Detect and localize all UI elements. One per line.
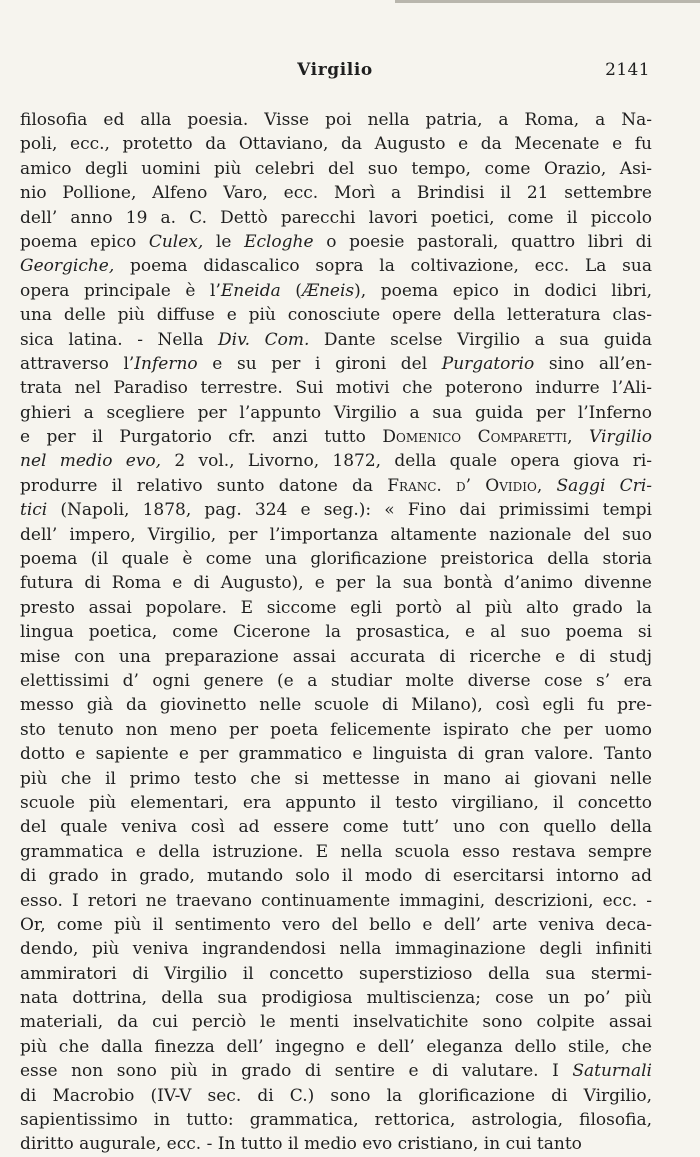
line-text: opera principale è l’ — [20, 280, 221, 301]
page-header — [20, 60, 650, 86]
line-text: poema epico — [20, 231, 149, 252]
italic-text: Div. Com. — [218, 329, 310, 350]
text-line — [20, 108, 652, 132]
line-text: nata dottrina, della sua prodigiosa multiscienza; cose un po’ più — [20, 988, 652, 1009]
text-line — [20, 742, 652, 766]
line-text: esso. I retori ne traevano continuamente immagini, descrizioni, ecc. - — [20, 890, 652, 911]
text-line — [20, 376, 652, 400]
line-text: di grado in grado, mutando solo il modo di esercitarsi intorno ad — [20, 866, 652, 887]
line-text — [542, 476, 556, 496]
line-text: ghieri a scegliere per l’appunto Virgilio a sua guida per l’Inferno — [20, 402, 652, 423]
text-line — [20, 864, 652, 888]
text-line — [20, 815, 652, 839]
text-line — [20, 1010, 652, 1034]
text-line — [20, 498, 652, 522]
line-text: dell’ impero, Virgilio, per l’importanza altamente nazionale del suo — [20, 524, 652, 545]
body-text — [20, 108, 652, 1157]
text-line — [20, 279, 652, 303]
text-line — [20, 767, 652, 791]
text-line — [20, 449, 652, 473]
line-text: nio Pollione, Alfeno Varo, ecc. Morì a Brindisi il 21 settembre — [20, 183, 652, 204]
line-text: sica latina. - Nella — [20, 329, 219, 350]
line-text: più che dalla finezza dell’ ingegno e dell’ eleganza dello stile, che — [20, 1036, 652, 1057]
text-line — [20, 303, 652, 327]
running-title: Virgilio — [297, 60, 373, 80]
line-text: sapientissimo in tutto: grammatica, rettorica, astrologia, filosofia, — [20, 1110, 652, 1131]
line-text: trata nel Paradiso terrestre. Sui motivi che poterono indurre l’Ali- — [20, 378, 652, 399]
line-text: lingua poetica, come Cicerone la prosastica, e al suo poema si — [20, 622, 652, 643]
text-line — [20, 693, 652, 717]
line-text: produrre il relativo sunto datone da — [20, 475, 388, 496]
line-text: o poesie pastorali, quattro libri di — [313, 231, 652, 252]
line-text: Dante scelse Virgilio a sua guida — [309, 329, 652, 350]
line-text: e per il Purgatorio cfr. anzi tutto — [20, 427, 383, 448]
text-line — [20, 791, 652, 815]
line-text: messo già da giovinetto nelle scuole di Milano), così egli fu pre- — [20, 695, 652, 716]
line-text: sino all’en- — [534, 353, 652, 374]
line-text: elettissimi d’ ogni genere (e a studiar molte diverse cose s’ era — [20, 670, 652, 691]
text-line — [20, 937, 652, 961]
italic-text: Æneis — [301, 280, 355, 301]
italic-text: nel medio evo, — [20, 451, 162, 472]
italic-text: Inferno — [134, 353, 198, 374]
line-text: sto tenuto non meno per poeta felicemente ispirato che per uomo — [20, 719, 652, 740]
text-line — [20, 986, 652, 1010]
italic-text: tici — [20, 500, 48, 521]
text-line — [20, 1059, 652, 1083]
text-line — [20, 840, 652, 864]
text-line — [20, 913, 652, 937]
text-line — [20, 1035, 652, 1059]
text-line — [20, 571, 652, 595]
italic-text: Culex, — [148, 231, 204, 252]
italic-text: Saturnali — [572, 1061, 652, 1082]
text-line — [20, 523, 652, 547]
text-line — [20, 328, 652, 352]
text-line — [20, 181, 652, 205]
page-number: 2141 — [605, 60, 650, 80]
line-text: del quale veniva così ad essere come tutt’ uno con quello della — [20, 817, 652, 838]
line-text: ), poema epico in dodici libri, — [354, 280, 652, 301]
text-line — [20, 962, 652, 986]
line-text: ( — [280, 280, 302, 301]
text-line — [20, 1084, 652, 1108]
line-text: ammiratori di Virgilio il concetto superstizioso della sua stermi- — [20, 963, 652, 984]
line-text: scuole più elementari, era appunto il testo virgiliano, il concetto — [20, 792, 652, 813]
text-line — [20, 596, 652, 620]
text-line — [20, 645, 652, 669]
line-text: poema didascalico sopra la coltivazione, ecc. La sua — [114, 256, 652, 277]
text-line — [20, 425, 652, 449]
line-text: materiali, da cui perciò le menti inselvatichite sono colpite assai — [20, 1012, 652, 1033]
text-line — [20, 230, 652, 254]
line-text: e su per i gironi del — [197, 353, 442, 374]
line-text: una delle più diffuse e più conosciute opere della letteratura clas- — [20, 305, 652, 326]
line-text: mise con una preparazione assai accurata di ricerche e di studj — [20, 646, 652, 667]
text-line — [20, 718, 652, 742]
text-line — [20, 547, 652, 571]
italic-text: Georgiche, — [20, 256, 115, 277]
line-text: 2 vol., Livorno, 1872, della quale opera giova ri- — [161, 451, 652, 472]
line-text: più che il primo testo che si mettesse in mano ai giovani nelle — [20, 768, 652, 789]
text-line — [20, 474, 652, 498]
line-text: attraverso l’ — [20, 353, 135, 374]
line-text: dotto e sapiente e per grammatico e linguista di gran valore. Tanto — [20, 744, 652, 765]
italic-text: Eneida — [220, 280, 281, 301]
line-text: amico degli uomini più celebri del suo tempo, come Orazio, Asi- — [20, 158, 652, 179]
line-text: dendo, più veniva ingrandendosi nella immaginazione degli infiniti — [20, 939, 652, 960]
text-line — [20, 206, 652, 230]
top-edge-rule — [395, 0, 700, 3]
line-text: grammatica e della istruzione. E nella scuola esso restava sempre — [20, 841, 652, 862]
small-caps-text: Franc. d’ Ovidio, — [387, 475, 543, 496]
italic-text: Virgilio — [589, 427, 652, 448]
line-text: poema (il quale è come una glorificazione preistorica della storia — [20, 549, 652, 570]
line-text: presto assai popolare. E siccome egli portò al più alto grado la — [20, 597, 652, 618]
text-line — [20, 1108, 652, 1132]
line-text: filosofia ed alla poesia. Visse poi nella patria, a Roma, a Na- — [20, 110, 652, 130]
text-line — [20, 1132, 652, 1156]
small-caps-text: Domenico Comparetti, — [382, 427, 573, 448]
line-text — [573, 427, 589, 447]
line-text: le — [203, 231, 245, 252]
italic-text: Saggi Cri- — [556, 475, 652, 496]
line-text: Or, come più il sentimento vero del bello e dell’ arte veniva deca- — [20, 914, 652, 935]
text-line — [20, 254, 652, 278]
text-line — [20, 352, 652, 376]
italic-text: Purgatorio — [441, 353, 535, 374]
text-line — [20, 889, 652, 913]
text-line — [20, 620, 652, 644]
line-text: (Napoli, 1878, pag. 324 e seg.): « Fino dai primissimi tempi — [47, 500, 652, 521]
text-line — [20, 132, 652, 156]
line-text: futura di Roma e di Augusto), e per la sua bontà d’animo divenne — [20, 573, 652, 594]
italic-text: Ecloghe — [244, 231, 314, 252]
text-line — [20, 401, 652, 425]
line-text: diritto augurale, ecc. - In tutto il medio evo cristiano, in cui tanto — [20, 1134, 582, 1155]
line-text: esse non sono più in grado di sentire e di valutare. I — [20, 1061, 573, 1082]
text-line — [20, 157, 652, 181]
line-text: dell’ anno 19 a. C. Dettò parecchi lavori poetici, come il piccolo — [20, 207, 652, 228]
line-text: di Macrobio (IV-V sec. di C.) sono la glorificazione di Virgilio, — [20, 1085, 652, 1106]
text-line — [20, 669, 652, 693]
line-text: poli, ecc., protetto da Ottaviano, da Augusto e da Mecenate e fu — [20, 134, 652, 155]
